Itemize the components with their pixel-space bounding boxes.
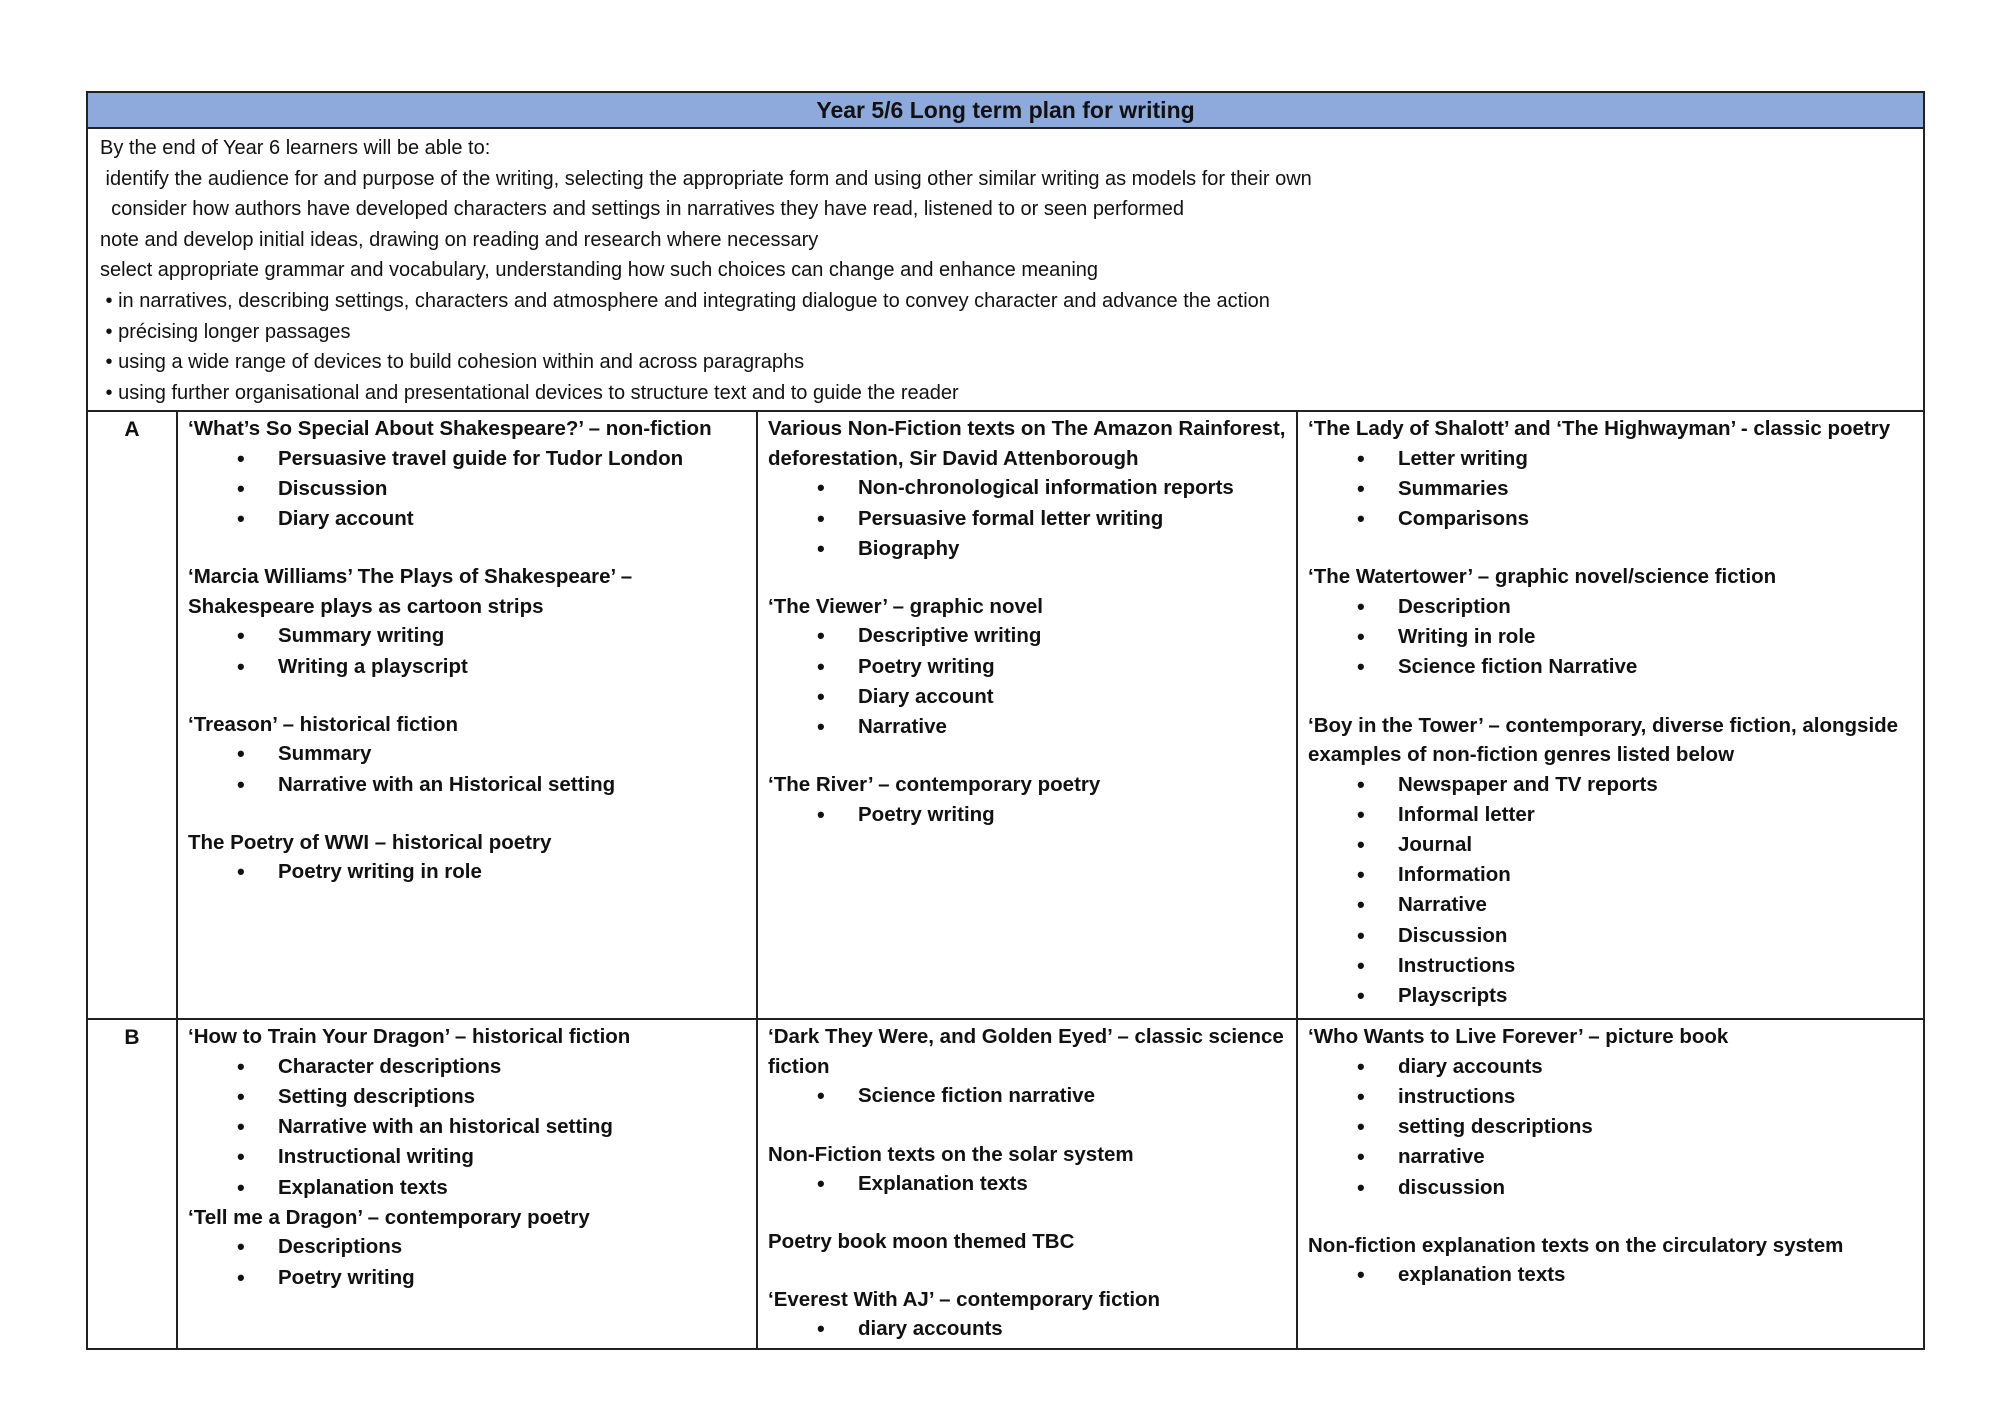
text-group — [1308, 1022, 1913, 1203]
bullet-item: • Instructions — [1308, 951, 1913, 981]
bullet-list — [768, 621, 1286, 742]
bullet-item: • setting descriptions — [1308, 1112, 1913, 1142]
bullet-list — [768, 473, 1286, 564]
row-b — [87, 1019, 1924, 1349]
intro-line: note and develop initial ideas, drawing on reading and research where necessary — [100, 228, 819, 251]
text-group — [768, 414, 1286, 564]
plan-table — [86, 91, 1925, 1350]
bullet-list — [768, 1169, 1286, 1199]
bullet-item: • Narrative with an historical setting — [188, 1112, 746, 1142]
text-group — [768, 592, 1286, 742]
bullet-list — [768, 800, 1286, 830]
text-group — [188, 562, 746, 681]
bullet-item: • Description — [1308, 592, 1913, 622]
intro-line: identify the audience for and purpose of the writing, selecting the appropriate form and using other similar writing as models for their own — [100, 167, 1312, 190]
bullet-item: • Informal letter — [1308, 800, 1913, 830]
plan-title: Year 5/6 Long term plan for writing — [87, 92, 1924, 128]
bullet-item: • Writing a playscript — [188, 652, 746, 682]
intro-line: • in narratives, describing settings, characters and atmosphere and integrating dialogue to convey character and advance the action — [100, 289, 1270, 312]
bullet-item: • discussion — [1308, 1173, 1913, 1203]
group-heading: ‘Marcia Williams’ The Plays of Shakespeare’ – Shakespeare plays as cartoon strips — [188, 565, 633, 618]
group-heading: ‘Dark They Were, and Golden Eyed’ – classic science fiction — [768, 1025, 1284, 1078]
bullet-list — [768, 1081, 1286, 1111]
text-group — [188, 414, 746, 534]
bullet-item: • Persuasive travel guide for Tudor London — [188, 444, 746, 474]
text-group — [188, 1203, 746, 1293]
bullet-item: • Science fiction narrative — [768, 1081, 1286, 1111]
bullet-item: • Summary writing — [188, 621, 746, 651]
bullet-item: • Comparisons — [1308, 504, 1913, 534]
bullet-item: • Poetry writing — [188, 1263, 746, 1293]
group-heading: The Poetry of WWI – historical poetry — [188, 830, 552, 854]
group-heading: ‘Tell me a Dragon’ – contemporary poetry — [188, 1205, 590, 1229]
row-b-column-2 — [757, 1019, 1297, 1349]
text-group — [768, 1022, 1286, 1111]
intro-line: consider how authors have developed characters and settings in narratives they have read, listened to or seen performed — [100, 198, 1184, 221]
bullet-item: • Instructional writing — [188, 1142, 746, 1172]
text-group — [768, 770, 1286, 830]
group-heading: Non-Fiction texts on the solar system — [768, 1142, 1134, 1166]
group-heading: ‘How to Train Your Dragon’ – historical fiction — [188, 1025, 631, 1049]
bullet-item: • Explanation texts — [188, 1173, 746, 1203]
row-a-column-1 — [177, 411, 757, 1019]
text-group — [768, 1285, 1286, 1345]
bullet-item: • Explanation texts — [768, 1169, 1286, 1199]
group-heading: ‘Everest With AJ’ – contemporary fiction — [768, 1287, 1161, 1311]
bullet-item: • Poetry writing in role — [188, 857, 746, 887]
bullet-item: • diary accounts — [1308, 1052, 1913, 1082]
group-heading: ‘What’s So Special About Shakespeare?’ – non-fiction — [188, 417, 712, 441]
bullet-item: • Poetry writing — [768, 652, 1286, 682]
intro-section — [87, 128, 1924, 411]
bullet-item: • Letter writing — [1308, 444, 1913, 474]
text-group — [1308, 711, 1913, 1012]
bullet-item: • Descriptive writing — [768, 621, 1286, 651]
text-group — [1308, 1231, 1913, 1291]
bullet-item: • Summaries — [1308, 474, 1913, 504]
text-group — [1308, 562, 1913, 682]
text-group — [188, 1022, 746, 1203]
intro-line: select appropriate grammar and vocabulary, understanding how such choices can change and enhance meaning — [100, 259, 1099, 282]
bullet-item: • Science fiction Narrative — [1308, 652, 1913, 682]
bullet-item: • Character descriptions — [188, 1052, 746, 1082]
bullet-item: • Poetry writing — [768, 800, 1286, 830]
group-heading: ‘Who Wants to Live Forever’ – picture book — [1308, 1025, 1729, 1049]
group-heading: Poetry book moon themed TBC — [768, 1230, 1075, 1254]
row-label: B — [87, 1019, 177, 1349]
bullet-item: • Playscripts — [1308, 981, 1913, 1011]
writing-plan-document — [86, 91, 1923, 1350]
bullet-item: • Summary — [188, 739, 746, 769]
intro-line: • précising longer passages — [100, 320, 351, 343]
bullet-item: • Biography — [768, 534, 1286, 564]
bullet-item: • Discussion — [188, 474, 746, 504]
group-heading: ‘The River’ – contemporary poetry — [768, 773, 1101, 797]
bullet-item: • Journal — [1308, 830, 1913, 860]
text-group — [1308, 414, 1913, 534]
intro-line: By the end of Year 6 learners will be able to: — [100, 137, 491, 159]
bullet-item: • Information — [1308, 860, 1913, 890]
group-heading: ‘The Viewer’ – graphic novel — [768, 594, 1043, 618]
bullet-item: • narrative — [1308, 1142, 1913, 1172]
group-heading: ‘Treason’ – historical fiction — [188, 712, 458, 736]
intro-lines — [100, 133, 1913, 408]
bullet-item: • diary accounts — [768, 1314, 1286, 1344]
bullet-list — [1308, 770, 1913, 1012]
bullet-list — [188, 444, 746, 535]
bullet-list — [188, 857, 746, 887]
bullet-list — [1308, 1260, 1913, 1290]
row-a-column-3 — [1297, 411, 1924, 1019]
bullet-list — [768, 1314, 1286, 1344]
bullet-item: • explanation texts — [1308, 1260, 1913, 1290]
bullet-item: • Narrative — [768, 712, 1286, 742]
bullet-list — [188, 1232, 746, 1292]
bullet-item: • Narrative — [1308, 890, 1913, 920]
bullet-list — [188, 1052, 746, 1203]
bullet-item: • Writing in role — [1308, 622, 1913, 652]
group-heading: Various Non-Fiction texts on The Amazon Rainforest, deforestation, Sir David Attenborough — [768, 417, 1286, 470]
row-label: A — [87, 411, 177, 1019]
text-group — [188, 710, 746, 800]
bullet-list — [188, 621, 746, 681]
row-a — [87, 411, 1924, 1019]
group-heading: ‘The Watertower’ – graphic novel/science fiction — [1308, 565, 1777, 589]
intro-line: • using further organisational and presentational devices to structure text and to guide the reader — [100, 381, 959, 404]
bullet-item: • Diary account — [188, 504, 746, 534]
text-group — [188, 828, 746, 888]
row-a-column-2 — [757, 411, 1297, 1019]
bullet-item: • Setting descriptions — [188, 1082, 746, 1112]
bullet-list — [1308, 444, 1913, 535]
bullet-item: • Narrative with an Historical setting — [188, 770, 746, 800]
text-group — [768, 1227, 1286, 1257]
bullet-item: • Newspaper and TV reports — [1308, 770, 1913, 800]
bullet-list — [1308, 1052, 1913, 1203]
group-heading: Non-fiction explanation texts on the circulatory system — [1308, 1233, 1844, 1257]
bullet-item: • instructions — [1308, 1082, 1913, 1112]
bullet-item: • Non-chronological information reports — [768, 473, 1286, 503]
row-b-column-1 — [177, 1019, 757, 1349]
bullet-item: • Descriptions — [188, 1232, 746, 1262]
bullet-item: • Diary account — [768, 682, 1286, 712]
text-group — [768, 1140, 1286, 1200]
bullet-list — [1308, 592, 1913, 683]
row-b-column-3 — [1297, 1019, 1924, 1349]
bullet-item: • Discussion — [1308, 921, 1913, 951]
bullet-item: • Persuasive formal letter writing — [768, 504, 1286, 534]
intro-line: • using a wide range of devices to build cohesion within and across paragraphs — [100, 351, 805, 374]
group-heading: ‘The Lady of Shalott’ and ‘The Highwayman’ - classic poetry — [1308, 417, 1891, 441]
bullet-list — [188, 739, 746, 799]
group-heading: ‘Boy in the Tower’ – contemporary, diverse fiction, alongside examples of non-fiction genres listed below — [1308, 713, 1899, 767]
